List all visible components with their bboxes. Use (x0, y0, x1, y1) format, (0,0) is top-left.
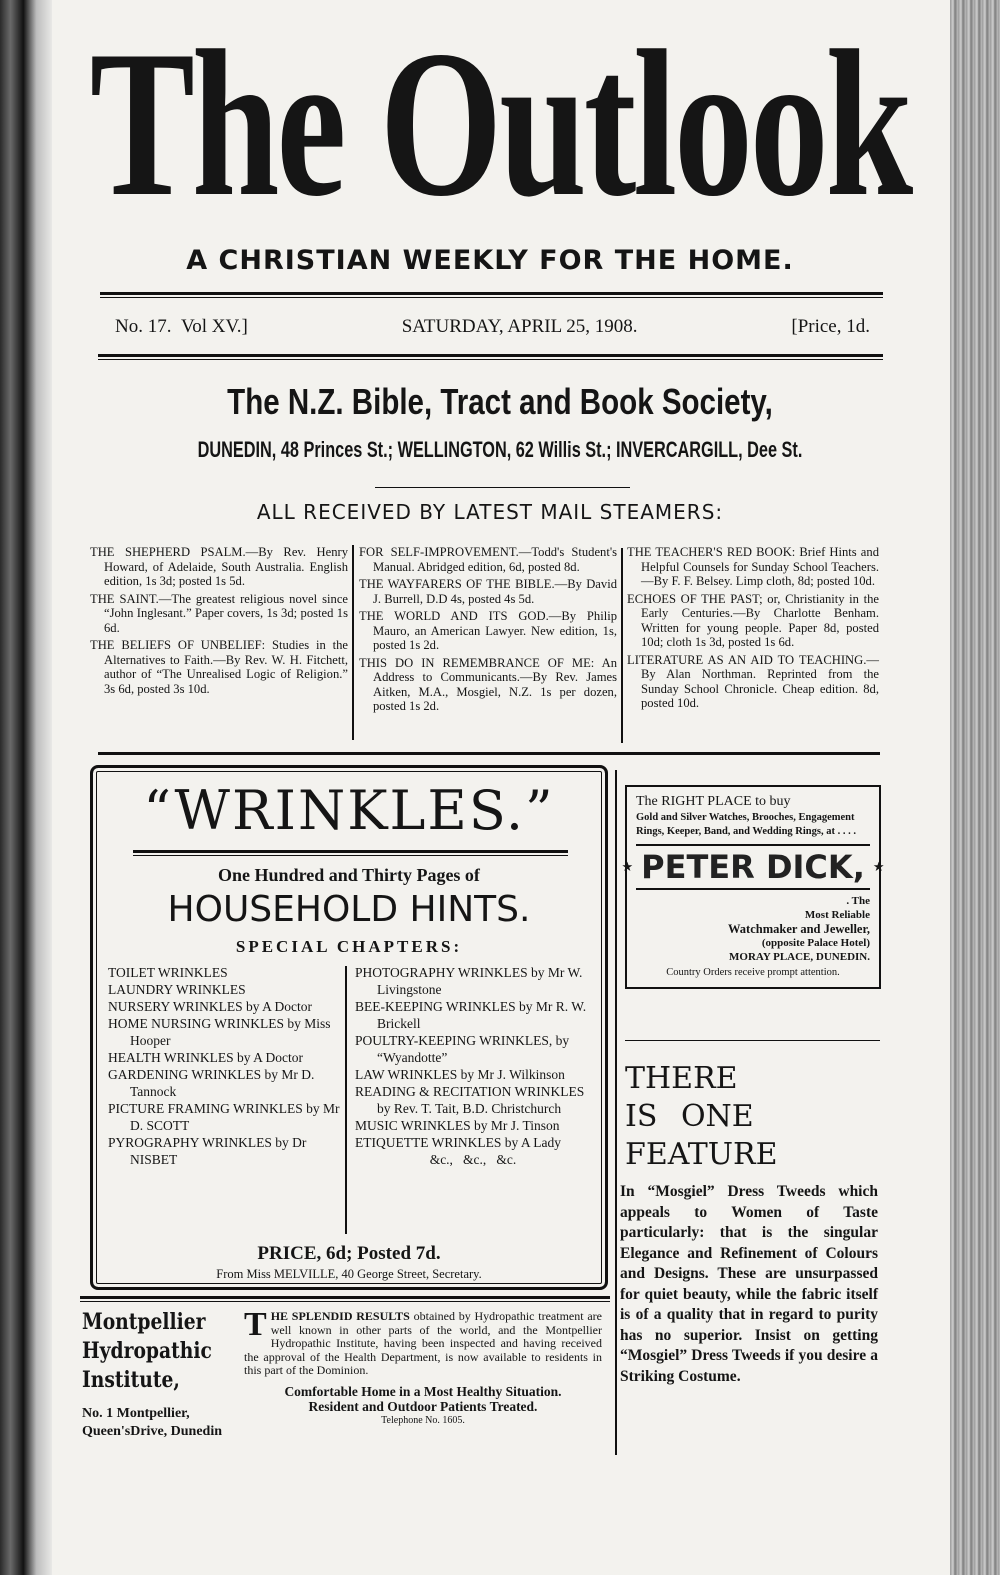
divider (133, 850, 568, 856)
pd-intro: The RIGHT PLACE to buy (636, 794, 791, 809)
chapter-item: POULTRY-KEEPING WRINKLES, by “Wyandotte” (355, 1033, 570, 1065)
issue-price: [Price, 1d. (791, 316, 870, 337)
divider (625, 1040, 880, 1041)
book-column-1 (90, 545, 348, 699)
divider (80, 1296, 610, 1302)
book-listing: THE WORLD AND ITS GOD.—By Philip Mauro, an American Lawyer. New edition, 1s, posted 1s 2d. (359, 609, 617, 652)
chapter-item: HEALTH WRINKLES by A Doctor (108, 1050, 303, 1065)
pd-items: Gold and Silver Watches, Brooches, Engagement Rings, Keeper, Band, and Wedding Rings, at . . . . (636, 812, 856, 837)
masthead-title: The Outlook (89, 8, 911, 240)
hydro-line2: Resident and Outdoor Patients Treated. (308, 1398, 538, 1414)
hydropathic-address: No. 1 Montpellier, Queen'sDrive, Dunedin (82, 1406, 223, 1439)
column-divider (345, 966, 347, 1234)
chapter-item: HOME NURSING WRINKLES by Miss Hooper (108, 1016, 331, 1048)
book-listing: THIS DO IN REMEMBRANCE OF ME: An Address to Communicants.—By Rev. James Aitken, M.A., Mosgiel, N.Z. 1s per dozen, posted 1s 2d. (359, 655, 617, 713)
star-icon: ★ (872, 859, 885, 874)
wrinkles-from: From Miss MELVILLE, 40 George Street, Secretary. (216, 1267, 482, 1281)
wrinkles-title: “WRINKLES.” (143, 779, 555, 842)
chapter-item: LAUNDRY WRINKLES (108, 982, 246, 997)
book-column-2 (359, 545, 617, 717)
star-icon: ★ (621, 859, 634, 874)
chapter-item: PYROGRAPHY WRINKLES by Dr NISBET (108, 1135, 307, 1167)
book-column-3 (627, 545, 879, 714)
divider (375, 487, 630, 488)
divider (98, 752, 880, 755)
society-name: The N.Z. Bible, Tract and Book Society, (227, 381, 773, 422)
page-stack-edge (950, 0, 1000, 1575)
divider (100, 292, 883, 298)
book-listing: FOR SELF-IMPROVEMENT.—Todd's Student's Manual. Abridged edition, 6d, posted 8d. (359, 545, 617, 574)
book-listing: THE TEACHER'S RED BOOK: Brief Hints and Helpful Counsels for Sunday School Teachers.—By F. F. Belsey. Limp cloth, 8d; posted 10d. (627, 545, 879, 588)
chapter-item: BEE-KEEPING WRINKLES by Mr R. W. Brickell (355, 999, 587, 1031)
wrinkles-subtitle: One Hundred and Thirty Pages of (218, 865, 480, 885)
column-divider (352, 545, 354, 740)
column-divider (615, 770, 617, 1455)
chapter-item: READING & RECITATION WRINKLES by Rev. T. Tait, B.D. Christchurch (355, 1084, 585, 1116)
mosgiel-tweeds-text: In “Mosgiel” Dress Tweeds which appeals to Women of Taste particularly: that is the singular Elegance and Refinement of Colours and Designs. These are unsurpassed for quiet beauty, while the fabric itself is of a quality that in regard to purity has no superior. Insist on getting “Mosgiel” Dress Tweeds if you desire a Striking Costume. (620, 1183, 878, 1385)
book-listing: ECHOES OF THE PAST; or, Christianity in the Early Centuries.—By Charlotte Benham. Written for young people. Paper 8d, posted 10d; cloth 1s 3d, posted 1s 6d. (627, 591, 879, 649)
wrinkles-price: PRICE, 6d; Posted 7d. (257, 1243, 441, 1264)
column-divider (621, 548, 623, 743)
drop-cap: T (244, 1306, 267, 1343)
book-listing: THE WAYFARERS OF THE BIBLE.—By David J. Burrell, D.D 4s, posted 4s 5d. (359, 577, 617, 606)
book-listing: THE SAINT.—The greatest religious novel since “John Inglesant.” Paper covers, 1s 3d; posted 1s 6d. (90, 591, 348, 635)
wrinkles-advert (90, 765, 608, 1290)
pd-name: PETER DICK, (641, 848, 865, 886)
chapters-right (355, 964, 591, 1168)
pd-country: Country Orders receive prompt attention. (666, 967, 840, 978)
pd-name-banner (621, 844, 885, 890)
chapter-item: GARDENING WRINKLES by Mr D. Tannock (108, 1067, 315, 1099)
dateline (115, 314, 870, 340)
hydro-line1: Comfortable Home in a Most Healthy Situation. (284, 1383, 562, 1399)
chapter-item: MUSIC WRINKLES by Mr J. Tinson (355, 1118, 560, 1133)
chapters-left (108, 964, 340, 1168)
pd-details: . The Most Reliable Watchmaker and Jeweller, (opposite Palace Hotel) MORAY PLACE, DUNEDIN. (727, 895, 870, 963)
chapter-item: NURSERY WRINKLES by A Doctor (108, 999, 313, 1014)
society-addresses: DUNEDIN, 48 Princes St.; WELLINGTON, 62 Willis St.; INVERCARGILL, Dee St. (197, 437, 803, 462)
chapter-item: LAW WRINKLES by Mr J. Wilkinson (355, 1067, 565, 1082)
chapter-item: TOILET WRINKLES (108, 965, 228, 980)
issue-date: SATURDAY, APRIL 25, 1908. (401, 316, 638, 337)
book-listing: THE SHEPHERD PSALM.—By Rev. Henry Howard, of Adelaide, South Australia. English edition, 1s 3d; posted 1s 5d. (90, 545, 348, 588)
hydropathic-name: Montpellier Hydropathic Institute, (82, 1309, 212, 1393)
hydro-phone: Telephone No. 1605. (381, 1414, 465, 1426)
divider (98, 354, 883, 360)
received-heading: ALL RECEIVED BY LATEST MAIL STEAMERS: (256, 500, 724, 524)
wrinkles-headline: HOUSEHOLD HINTS. (167, 889, 531, 930)
chapter-etc: &c., &c., &c. (429, 1152, 517, 1167)
issue-volume: No. 17. Vol XV.] (115, 316, 248, 337)
chapter-item: PICTURE FRAMING WRINKLES by Mr D. SCOTT (108, 1101, 340, 1133)
special-chapters-heading: SPECIAL CHAPTERS: (235, 937, 463, 956)
book-listing: LITERATURE AS AN AID TO TEACHING.—By Alan Northman. Reprinted from the Sunday School Chronicle. Cheap edition. 8d, posted 10d. (627, 652, 879, 710)
page-binding-edge (0, 0, 52, 1575)
chapter-item: PHOTOGRAPHY WRINKLES by Mr W. Livingstone (355, 965, 583, 997)
book-listing: THE BELIEFS OF UNBELIEF: Studies in the Alternatives to Faith.—By Rev. W. H. Fitchett, author of “The Unrealised Logic of Religion.” 3s 6d, posted 3s 10d. (90, 638, 348, 696)
feature-heading: THERE IS ONE FEATURE (625, 1061, 778, 1172)
hydropathic-text: THE SPLENDID RESULTS obtained by Hydropathic treatment are well known in other parts of the world, and the Montpellier Hydropathic Institute, having been inspected and having received the approval of the Health Department, is now available to residents in this part of the Dominion. Comfortable Home in a Most Healthy Situation. Resident and Outdoor Patients Treated. Telephone No. 1605. (244, 1306, 603, 1426)
masthead-subtitle: A CHRISTIAN WEEKLY FOR THE HOME. (186, 245, 794, 276)
peter-dick-advert (621, 785, 885, 989)
chapter-item: ETIQUETTE WRINKLES by A Lady (355, 1135, 561, 1150)
